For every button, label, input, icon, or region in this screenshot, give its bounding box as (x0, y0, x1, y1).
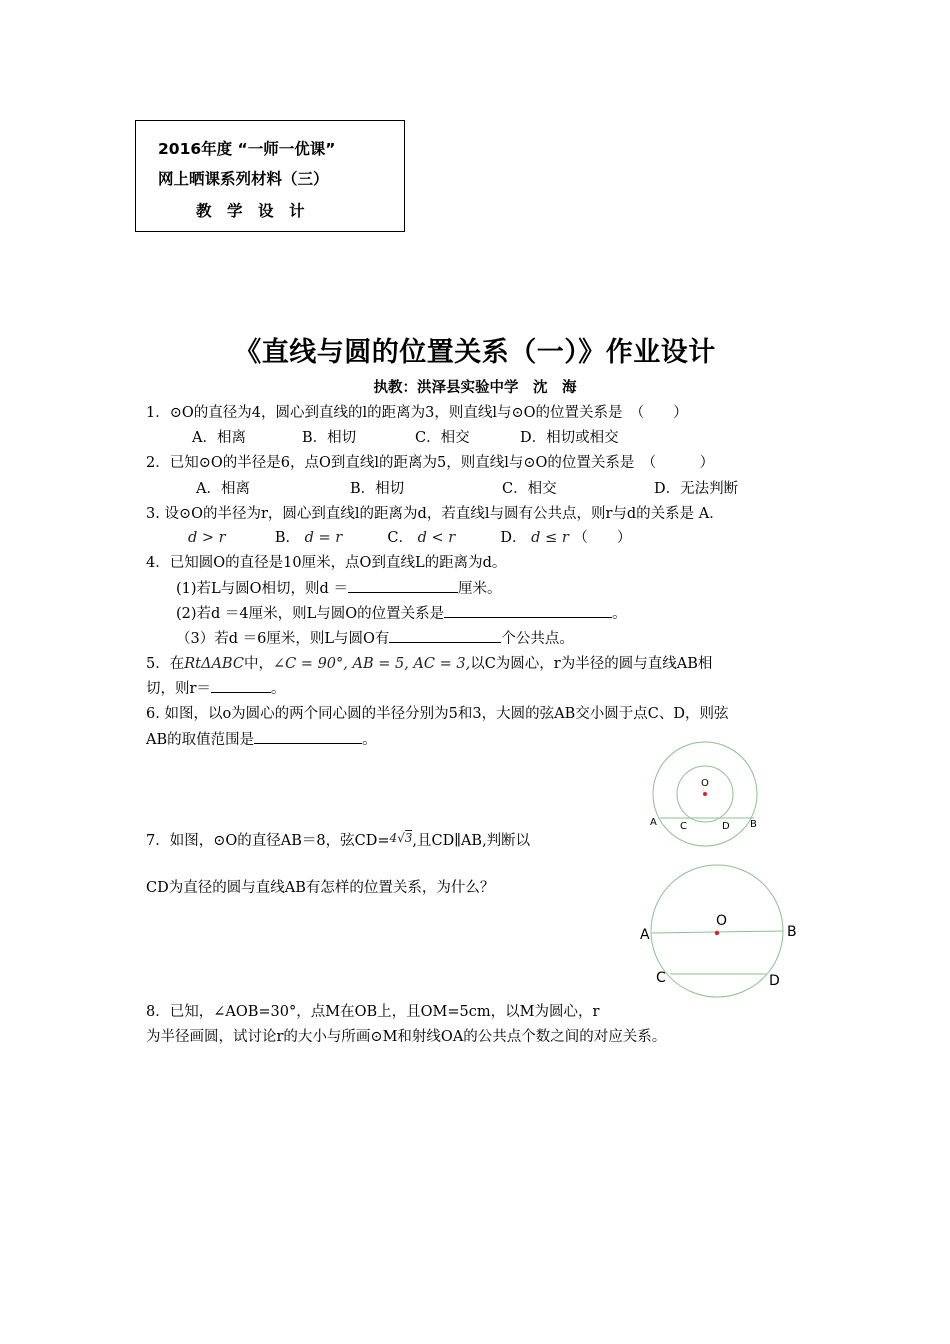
q4-sub2-end: 。 (612, 606, 627, 622)
q5-triangle: RtΔABC (184, 656, 244, 672)
q7-line1-end: ,且CD∥AB,判断以 (412, 833, 531, 849)
fig1-label-d: D (722, 821, 730, 832)
q4-sub2 (176, 602, 627, 623)
q7-sqrt-coef: 4 (389, 831, 398, 845)
figure-circle-diameter-chord (630, 860, 810, 1005)
figure-concentric-circles (640, 740, 780, 850)
q6-line1: 6. 如图，以o为圆心的两个同心圆的半径分别为5和3，大圆的弦AB交小圆于点C、D，则弦 (146, 706, 729, 722)
author-line: 执教：洪泽县实验中学 沈 海 (373, 380, 577, 396)
q7-line2: CD为直径的圆与直线AB有怎样的位置关系，为什么？ (146, 880, 495, 896)
q3-option-c: d < r (417, 530, 456, 546)
q7-sqrt-radicand: 3 (404, 831, 413, 845)
q2-option-b: B．相切 (350, 481, 405, 497)
q3-option-d-label: D． (500, 530, 527, 546)
q4-sub3-blank[interactable] (389, 628, 501, 643)
q2-option-d: D．无法判断 (654, 481, 739, 497)
q5-line2-end: 。 (270, 681, 286, 697)
fig2-label-o: O (716, 913, 728, 929)
q3-option-b-label: B． (274, 530, 300, 546)
q5-blank[interactable] (211, 678, 271, 693)
q4-sub3-end: 个公共点。 (501, 631, 574, 647)
q4-sub3-text: （3）若d ＝6厘米，则L与圆O有 (176, 631, 390, 647)
fig2-label-a: A (640, 927, 650, 943)
q5-line1 (146, 652, 712, 673)
fig1-label-b: B (750, 819, 757, 830)
q5-zhong: 中， (243, 656, 273, 672)
document-title: 《直线与圆的位置关系（一）》作业设计 (234, 337, 716, 368)
q1-option-c: C．相交 (415, 430, 470, 446)
q3-stem: 3. 设⊙O的半径为r，圆心到直线l的距离为d，若直线l与圆有公共点，则r与d的关系是 A． (146, 506, 724, 522)
q1-option-d: D．相切或相交 (520, 430, 619, 446)
q7-line1 (146, 829, 530, 850)
q4-sub1-blank[interactable] (348, 578, 458, 593)
q3-option-b: d = r (304, 530, 343, 546)
fig1-label-a: A (650, 817, 657, 828)
q7-line1-text: 7．如图，⊙O的直径AB＝8，弦CD= (146, 833, 390, 849)
q6-line2-end: 。 (362, 732, 377, 748)
q8-line2: 为半径画圆，试讨论r的大小与所画⊙M和射线OA的公共点个数之间的对应关系。 (146, 1029, 667, 1045)
q3-option-a: d > r (188, 530, 226, 546)
q3-paren: （ ） (573, 530, 632, 546)
q3-option-c-label: C． (387, 530, 413, 546)
q6-line2-text: AB的取值范围是 (146, 732, 255, 748)
q2-stem: 2．已知⊙O的半径是6，点O到直线l的距离为5，则直线l与⊙O的位置关系是 （ ） (146, 455, 715, 471)
q4-sub2-blank[interactable] (444, 603, 612, 618)
fig1-center-dot (703, 792, 707, 796)
q5-line2-text: 切，则r＝ (146, 681, 211, 697)
fig2-label-b: B (787, 924, 797, 940)
fig1-label-c: C (680, 821, 687, 832)
q5-rest: 以C为圆心，r为半径的圆与直线AB相 (470, 656, 713, 672)
q2-option-c: C．相交 (502, 481, 557, 497)
q5-lead: 5．在 (146, 656, 185, 672)
q1-option-b: B．相切 (302, 430, 357, 446)
q4-sub3 (176, 627, 574, 648)
q4-sub2-text: (2)若d ＝4厘米，则L与圆O的位置关系是 (176, 606, 445, 622)
q2-option-a: A．相离 (196, 481, 250, 497)
q4-stem: 4．已知圆O的直径是10厘米，点O到直线L的距离为d。 (146, 555, 507, 571)
fig1-label-o: O (701, 778, 709, 789)
fig2-center-dot (715, 931, 719, 935)
q3-option-d: d ≤ r (531, 530, 569, 546)
q8-line1: 8．已知，∠AOB=30°，点M在OB上，且OM=5cm，以M为圆心，r (146, 1004, 600, 1020)
q3-options (188, 526, 631, 547)
header-line-2: 网上晒课系列材料（三） (158, 170, 329, 188)
header-line-3: 教 学 设 计 (196, 202, 305, 220)
q5-conditions: ∠C = 90°, AB = 5, AC = 3, (272, 656, 471, 672)
q4-sub1-unit: 厘米。 (457, 581, 502, 597)
header-box (135, 120, 405, 232)
q1-option-a: A．相离 (192, 430, 246, 446)
q5-line2 (146, 677, 285, 698)
fig2-label-d: D (769, 973, 780, 989)
header-line-1: 2016年度 “一师一优课” (158, 140, 336, 158)
q6-blank[interactable] (254, 729, 362, 744)
q6-line2 (146, 728, 377, 749)
fig2-label-c: C (656, 970, 666, 986)
q7-sqrt-sign: √ (397, 831, 405, 845)
q1-stem: 1．⊙O的直径为4，圆心到直线的l的距离为3，则直线l与⊙O的位置关系是 （ ） (146, 405, 688, 421)
q4-sub1 (176, 577, 501, 598)
q4-sub1-text: (1)若L与圆O相切，则d ＝ (176, 581, 348, 597)
